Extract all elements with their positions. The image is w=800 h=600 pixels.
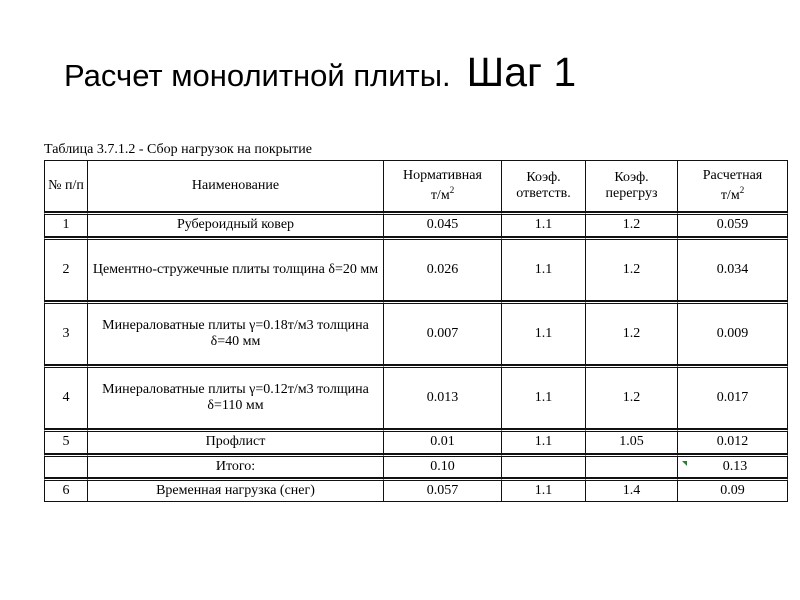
header-coef-over: Коэф. перегруз [586, 160, 678, 212]
cell-num: 6 [44, 478, 88, 502]
cell-coef-over: 1.2 [586, 301, 678, 365]
header-name: Наименование [88, 160, 384, 212]
cell-coef-over [586, 454, 678, 478]
table-caption: Таблица 3.7.1.2 - Сбор нагрузок на покрытие [44, 142, 312, 157]
cell-coef-resp [502, 454, 586, 478]
cell-coef-over: 1.4 [586, 478, 678, 502]
cell-name: Цементно-стружечные плиты толщина δ=20 мм [88, 237, 384, 301]
cell-num [44, 454, 88, 478]
header-normative-unit [386, 185, 499, 204]
header-normative [384, 160, 502, 212]
cell-normative: 0.057 [384, 478, 502, 502]
total-design-cell [678, 454, 788, 478]
table-row [44, 212, 788, 237]
cell-coef-over: 1.2 [586, 237, 678, 301]
table-header-row [44, 160, 788, 212]
cell-normative: 0.013 [384, 365, 502, 429]
table-row [44, 301, 788, 365]
cell-name: Профлист [88, 429, 384, 454]
header-num: № п/п [44, 160, 88, 212]
cell-coef-over: 1.2 [586, 212, 678, 237]
slide-title-step: Шаг 1 [466, 49, 577, 95]
table-row [44, 237, 788, 301]
cell-coef-resp: 1.1 [502, 301, 586, 365]
cell-coef-over: 1.05 [586, 429, 678, 454]
cell-normative: 0.026 [384, 237, 502, 301]
cell-design: 0.017 [678, 365, 788, 429]
cell-name: Минераловатные плиты γ=0.18т/м3 толщина δ=40 мм [88, 301, 384, 365]
loads-table [44, 160, 788, 502]
cell-num: 3 [44, 301, 88, 365]
cell-name: Временная нагрузка (снег) [88, 478, 384, 502]
cell-num: 4 [44, 365, 88, 429]
total-label: Итого: [88, 454, 384, 478]
cell-coef-resp: 1.1 [502, 478, 586, 502]
corner-marker-icon [682, 461, 687, 466]
cell-num: 5 [44, 429, 88, 454]
cell-design: 0.059 [678, 212, 788, 237]
normative-unit-text: т/м [430, 187, 450, 203]
cell-normative: 0.045 [384, 212, 502, 237]
cell-normative: 0.007 [384, 301, 502, 365]
cell-coef-resp: 1.1 [502, 429, 586, 454]
total-row [44, 454, 788, 478]
header-design-label: Расчетная [702, 168, 763, 184]
cell-coef-over: 1.2 [586, 365, 678, 429]
cell-normative: 0.01 [384, 429, 502, 454]
design-unit-text: т/м [720, 187, 740, 203]
cell-coef-resp: 1.1 [502, 212, 586, 237]
cell-coef-resp: 1.1 [502, 365, 586, 429]
header-design-unit [680, 185, 785, 204]
slide-title [64, 49, 577, 95]
temporary-load-row [44, 478, 788, 502]
normative-unit-exp: 2 [449, 184, 455, 195]
header-normative-label: Нормативная [403, 168, 482, 184]
design-unit-exp: 2 [739, 184, 745, 195]
cell-coef-resp: 1.1 [502, 237, 586, 301]
cell-name: Минераловатные плиты γ=0.12т/м3 толщина δ=110 мм [88, 365, 384, 429]
header-design [678, 160, 788, 212]
cell-design: 0.034 [678, 237, 788, 301]
header-coef-resp: Коэф. ответств. [502, 160, 586, 212]
total-normative: 0.10 [384, 454, 502, 478]
slide-title-main: Расчет монолитной плиты. [64, 58, 451, 93]
cell-design: 0.012 [678, 429, 788, 454]
table-row [44, 365, 788, 429]
table-row [44, 429, 788, 454]
cell-num: 1 [44, 212, 88, 237]
cell-name: Рубероидный ковер [88, 212, 384, 237]
total-design: 0.13 [722, 458, 748, 474]
cell-num: 2 [44, 237, 88, 301]
cell-design: 0.009 [678, 301, 788, 365]
cell-design: 0.09 [678, 478, 788, 502]
